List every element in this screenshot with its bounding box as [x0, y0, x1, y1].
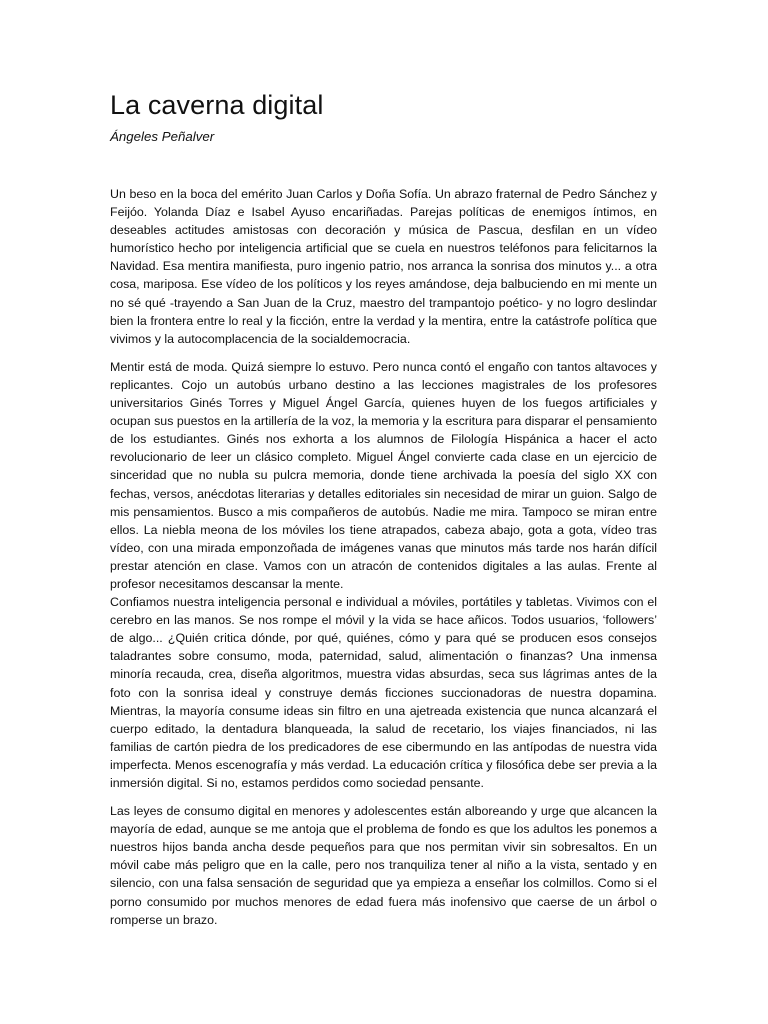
- document-page: [110, 88, 657, 929]
- article-body: [110, 185, 657, 929]
- paragraph-2: Mentir está de moda. Quizá siempre lo estuvo. Pero nunca contó el engaño con tantos altavoces y replicantes. Cojo un autobús urbano destino a las lecciones magistrales de los profesores universitarios Ginés Torres y Miguel Ángel García, quienes huyen de los fuegos artificiales y ocupan sus puestos en la artillería de la voz, la memoria y la escritura para disparar el pensamiento de los estudiantes. Ginés nos exhorta a los alumnos de Filología Hispánica a hacer el acto revolucionario de leer un clásico completo. Miguel Ángel convierte cada clase en un ejercicio de sinceridad que no nubla su pulcra memoria, donde tiene archivada la poesía del siglo XX con fechas, versos, anécdotas literarias y detalles editoriales sin necesidad de mirar un guion. Salgo de mis pensamientos. Busco a mis compañeros de autobús. Nadie me mira. Tampoco se miran entre ellos. La niebla meona de los móviles los tiene atrapados, cabeza abajo, gota a gota, vídeo tras vídeo, con una mirada emponzoñada de imágenes vanas que minutos más tarde nos harán difícil prestar atención en clase. Vamos con un atracón de contenidos digitales a las aulas. Frente al profesor necesitamos descansar la mente.: [110, 359, 657, 591]
- paragraph-4: Las leyes de consumo digital en menores y adolescentes están alboreando y urge que alcancen la mayoría de edad, aunque se me antoja que el problema de fondo es que los adultos les ponemos a nuestros hijos banda ancha desde pequeños para que nos permitan vivir sin sobresaltos. En un móvil cabe más peligro que en la calle, pero nos tranquiliza tener al niño a la vista, sentado y en silencio, con una falsa sensación de seguridad que ya empieza a enseñar los colmillos. Como si el porno consumido por muchos menores de edad fuera más inofensivo que caerse de un árbol o romperse un brazo.: [110, 804, 657, 927]
- author-byline: Ángeles Peñalver: [110, 129, 215, 144]
- paragraph-1: Un beso en la boca del emérito Juan Carlos y Doña Sofía. Un abrazo fraternal de Pedro Sánchez y Feijóo. Yolanda Díaz e Isabel Ayuso encariñadas. Parejas políticas de enemigos íntimos, en deseables actitudes amistosas con decoración y música de Pascua, desfilan en un vídeo humorístico hecho por inteligencia artificial que se cuela en nuestros teléfonos para felicitarnos la Navidad. Esa mentira manifiesta, puro ingenio patrio, nos arranca la sonrisa dos minutos y... a otra cosa, mariposa. Ese vídeo de los políticos y los reyes amándose, deja balbuciendo en mi mente un no sé qué -trayendo a San Juan de la Cruz, maestro del trampantojo poético- y no logro deslindar bien la frontera entre lo real y la ficción, entre la verdad y la mentira, entre la catástrofe política que vivimos y la autocomplacencia de la socialdemocracia.: [110, 187, 657, 346]
- paragraph-3: Confiamos nuestra inteligencia personal e individual a móviles, portátiles y tabletas. Vivimos con el cerebro en las manos. Se nos rompe el móvil y la vida se hace añicos. Todos usuarios, ‘followers’ de algo... ¿Quién critica dónde, por qué, quiénes, cómo y para qué se producen esos consejos taladrantes sobre consumo, moda, paternidad, salud, alimentación o finanzas? Una inmensa minoría recauda, crea, diseña algoritmos, muestra vidas absurdas, seca sus lágrimas antes de la foto con la sonrisa ideal y construye demás ficciones succionadoras de nuestra dopamina. Mientras, la mayoría consume ideas sin filtro en una ajetreada existencia que nunca alcanzará el cuerpo editado, la dentadura blanqueada, la salud de recetario, los viajes financiados, ni las familias de cartón piedra de los predicadores de ese cibermundo en las antípodas de nuestra vida imperfecta. Menos escenografía y más verdad. La educación crítica y filosófica debe ser previa a la inmersión digital. Si no, estamos perdidos como sociedad pensante.: [110, 595, 657, 790]
- page-title: La caverna digital: [110, 90, 324, 120]
